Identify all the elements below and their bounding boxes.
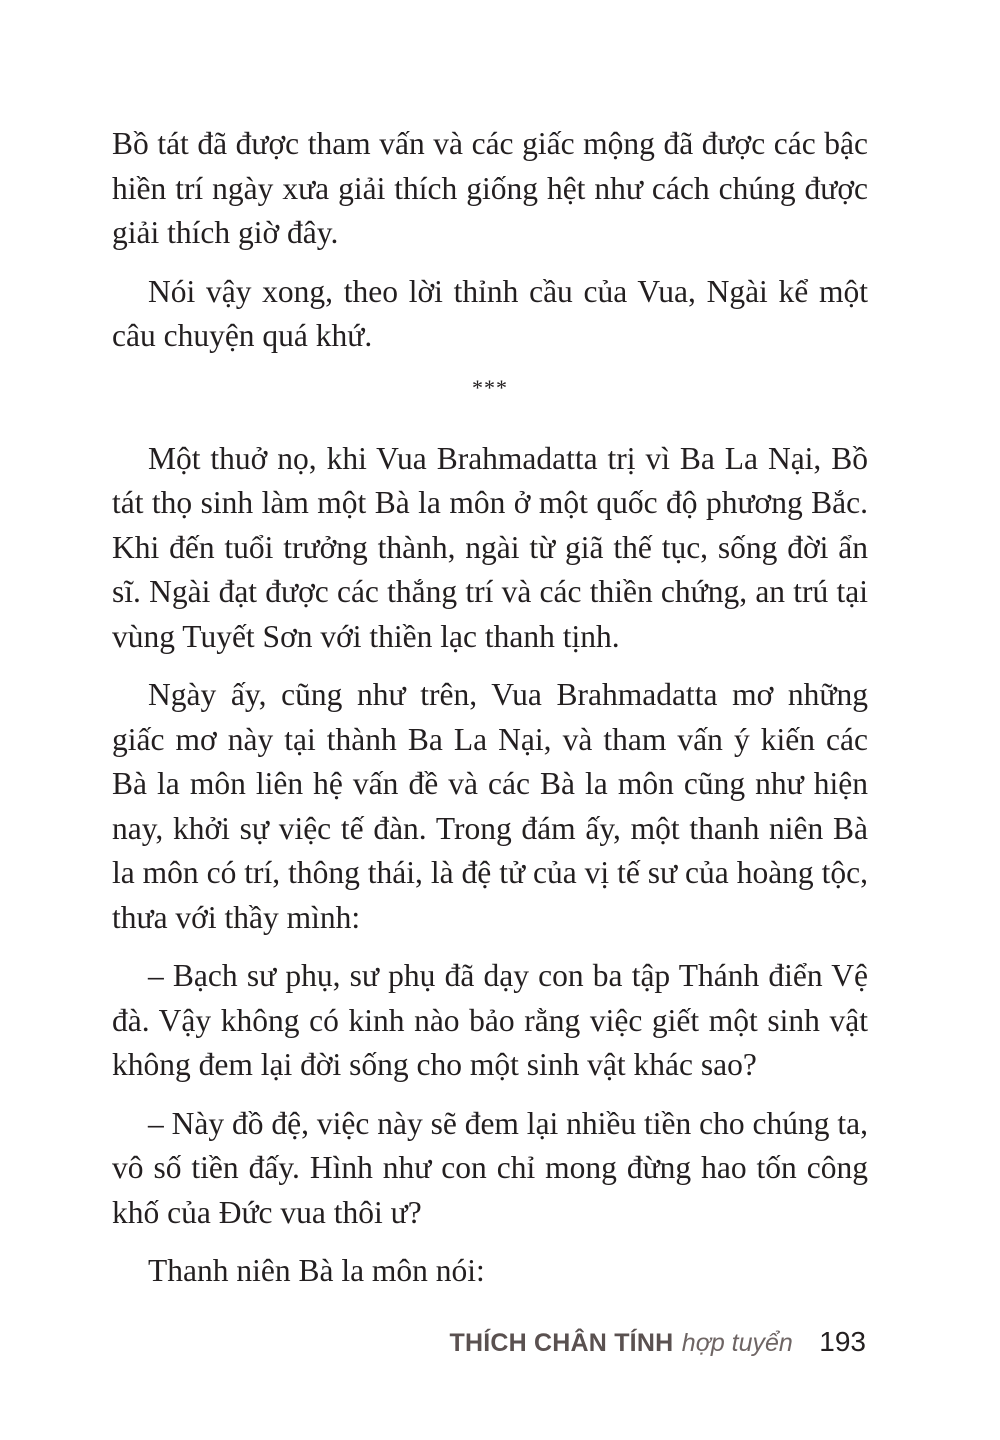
paragraph: Bồ tát đã được tham vấn và các giấc mộng đã được các bậc hiền trí ngày xưa giải thích giống hệt như cách chúng được giải thích giờ đây. [112, 126, 868, 250]
footer-author: THÍCH CHÂN TÍNH [449, 1329, 674, 1357]
dialogue-paragraph: – Bạch sư phụ, sư phụ đã dạy con ba tập Thánh điển Vệ đà. Vậy không có kinh nào bảo rằng việc giết một sinh vật không đem lại đời sống cho một sinh vật khác sao? [112, 958, 868, 1082]
page-body [112, 122, 868, 1308]
page-footer [0, 1326, 866, 1358]
dialogue-paragraph: – Này đồ đệ, việc này sẽ đem lại nhiều tiền cho chúng ta, vô số tiền đấy. Hình như con chỉ mong đừng hao tốn công khố của Đức vua thôi ư? [112, 1105, 868, 1230]
section-separator: *** [472, 374, 508, 400]
paragraph: Thanh niên Bà la môn nói: [148, 1253, 485, 1288]
page-number: 193 [819, 1326, 866, 1357]
paragraph: Một thuở nọ, khi Vua Brahmadatta trị vì Ba La Nại, Bồ tát thọ sinh làm một Bà la môn ở một quốc độ phương Bắc. Khi đến tuổi trưởng thành, ngài từ giã thế tục, sống đời ẩn sĩ. Ngài đạt được các thắng trí và các thiền chứng, an trú tại vùng Tuyết Sơn với thiền lạc thanh tịnh. [112, 440, 868, 654]
paragraph: Nói vậy xong, theo lời thỉnh cầu của Vua, Ngài kể một câu chuyện quá khứ. [112, 273, 868, 353]
paragraph: Ngày ấy, cũng như trên, Vua Brahmadatta mơ những giấc mơ này tại thành Ba La Nại, và tham vấn ý kiến các Bà la môn liên hệ vấn đề và các Bà la môn cũng như hiện nay, khởi sự việc tế đàn. Trong đám ấy, một thanh niên Bà la môn có trí, thông thái, là đệ tử của vị tế sư của hoàng tộc, thưa với thầy mình: [112, 677, 868, 935]
footer-collection: hợp tuyển [681, 1329, 793, 1357]
